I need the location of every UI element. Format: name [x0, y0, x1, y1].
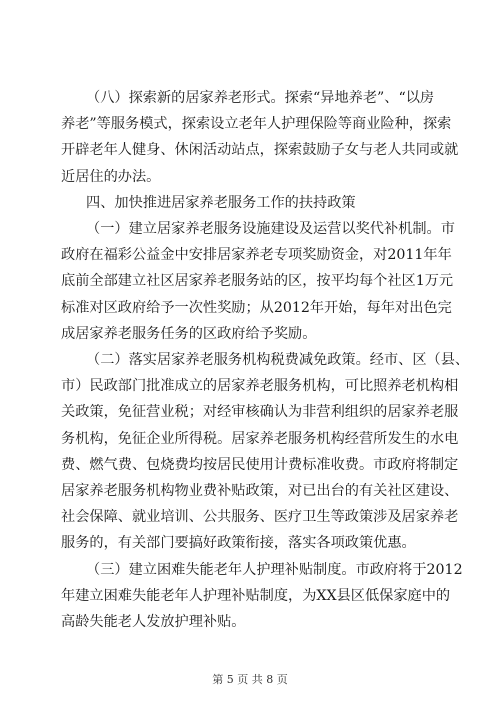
text-line: 近居住的办法。: [61, 169, 161, 185]
text-line: 成居家养老服务任务的区政府给予奖励。: [61, 326, 317, 342]
text-line: 年建立困难失能老年人护理补贴制度，为XX县区低保家庭中的: [61, 588, 451, 604]
text-line: 费、燃气费、包烧费均按居民使用计费标准收费。市政府将制定: [61, 457, 459, 473]
text-line: 服务的，有关部门要搞好政策衔接，落实各项政策优惠。: [61, 535, 416, 551]
text-line: 居家养老服务机构物业费补贴政策，对已出台的有关社区建设、: [61, 483, 459, 499]
text-line: 务机构，免征企业所得税。居家养老服务机构经营所发生的水电: [61, 431, 459, 447]
text-line: 底前全部建立社区居家养老服务站的区，按平均每个社区1万元: [61, 273, 454, 289]
text-line: （三）建立困难失能老年人护理补贴制度。市政府将于2012: [86, 562, 463, 578]
text-line: （二）落实居家养老服务机构税费减免政策。经市、区（县、: [86, 352, 470, 368]
text-line: 标准对区政府给予一次性奖励；从2012年开始，每年对出色完: [61, 300, 452, 316]
text-line: 高龄失能老人发放护理补贴。: [61, 614, 246, 630]
text-line: （八）探索新的居家养老形式。探索“异地养老”、“以房: [86, 90, 435, 106]
text-line: 社会保障、就业培训、公共服务、医疗卫生等政策涉及居家养老: [61, 509, 459, 525]
page-number-footer: 第 5 页 共 8 页: [212, 673, 288, 686]
text-line: （一）建立居家养老服务设施建设及运营以奖代补机制。市: [86, 221, 455, 237]
text-line: 政府在福彩公益金中安排居家养老专项奖励资金，对2011年年: [61, 247, 452, 263]
text-line: 关政策，免征营业税；对经审核确认为非营利组织的居家养老服: [61, 404, 459, 420]
text-line: 开辟老年人健身、休闲活动站点，探索鼓励子女与老人共同或就: [61, 142, 459, 158]
text-line: 市）民政部门批准成立的居家养老服务机构，可比照养老机构相: [61, 378, 459, 394]
section-heading: 四、加快推进居家养老服务工作的扶持政策: [86, 195, 356, 211]
text-line: 养老”等服务模式，探索设立老年人护理保险等商业险种，探索: [61, 116, 452, 132]
